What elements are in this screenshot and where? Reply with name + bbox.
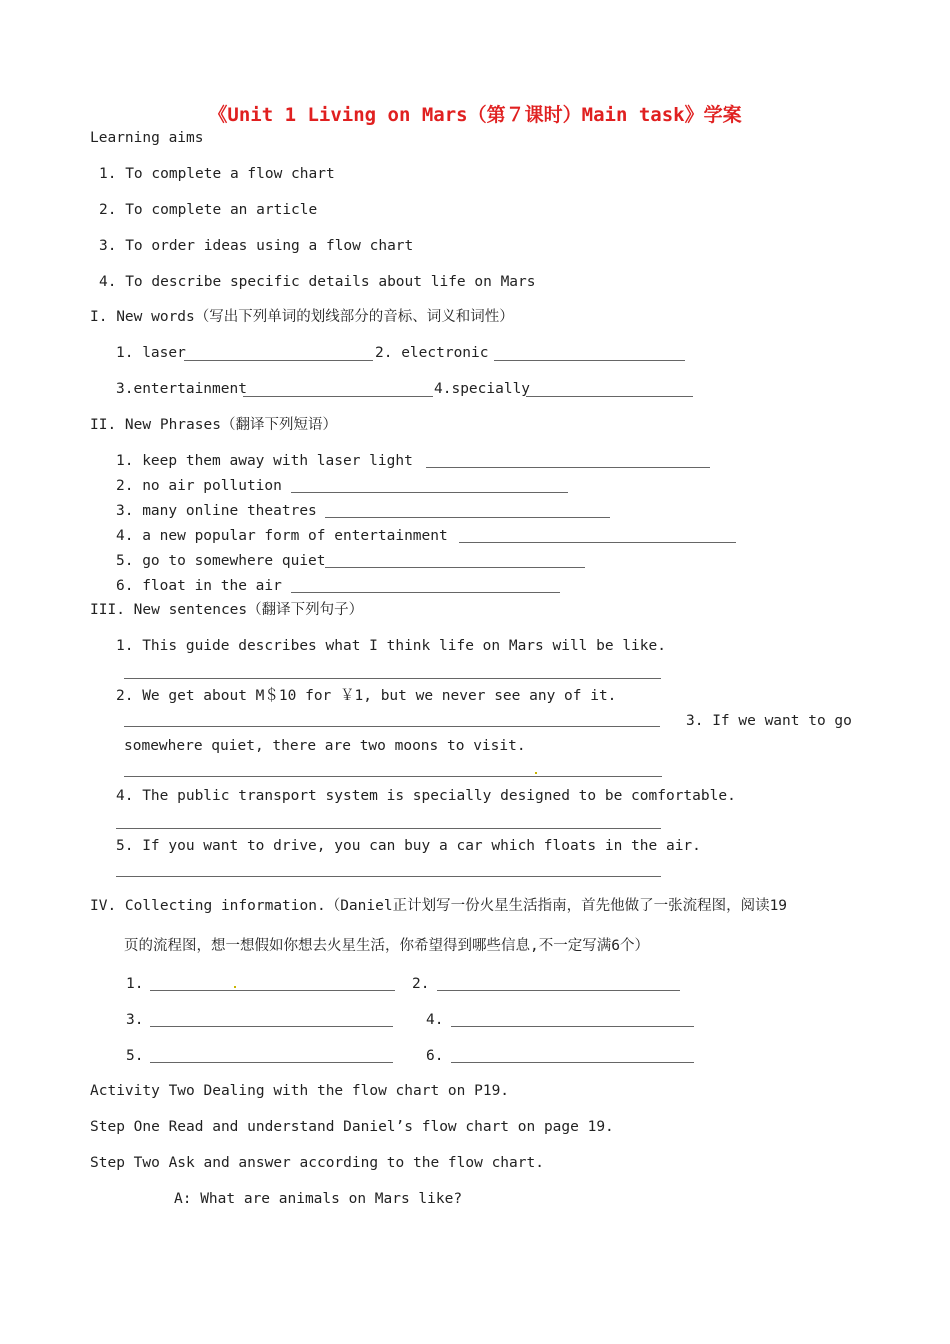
word-laser: 1. laser [116, 345, 186, 361]
sentence-item: 2. We get about M＄10 for ￥1, but we never see any of it. [116, 688, 617, 704]
answer-blank[interactable] [426, 467, 710, 468]
word-electronic: 2. electronic [375, 345, 489, 361]
new-words-heading: I. New words（写出下列单词的划线部分的音标、词义和词性） [90, 309, 514, 325]
new-phrases-heading: II. New Phrases（翻译下列短语） [90, 417, 337, 433]
info-number: 6. [426, 1048, 444, 1064]
answer-blank[interactable] [243, 396, 433, 397]
sentence-item-continued: somewhere quiet, there are two moons to visit. [124, 738, 526, 754]
new-sentences-heading: III. New sentences（翻译下列句子） [90, 602, 364, 618]
answer-blank[interactable] [451, 1026, 694, 1027]
answer-blank[interactable] [451, 1062, 694, 1063]
sentence-item: 1. This guide describes what I think life on Mars will be like. [116, 638, 666, 654]
learning-aims-heading: Learning aims [90, 130, 204, 146]
aim-item: 2. To complete an article [99, 202, 318, 218]
word-entertainment: 3.entertainment [116, 381, 247, 397]
answer-blank[interactable] [325, 567, 585, 568]
answer-blank[interactable] [124, 776, 662, 777]
answer-blank[interactable] [526, 396, 693, 397]
info-number: 1. [126, 976, 144, 992]
collecting-info-heading: IV. Collecting information.（Daniel正计划写一份火星生活指南，首先他做了一张流程图，阅读19 [90, 898, 788, 914]
info-number: 4. [426, 1012, 444, 1028]
answer-blank[interactable] [325, 517, 610, 518]
sentence-item: 3. If we want to go [686, 713, 852, 729]
phrase-item: 5. go to somewhere quiet [116, 553, 326, 569]
stray-dot [234, 986, 236, 988]
answer-blank[interactable] [150, 1026, 393, 1027]
info-number: 3. [126, 1012, 144, 1028]
aim-item: 3. To order ideas using a flow chart [99, 238, 414, 254]
activity-heading: Activity Two Dealing with the flow chart on P19. [90, 1083, 510, 1099]
aim-item: 1. To complete a flow chart [99, 166, 335, 182]
phrase-item: 3. many online theatres [116, 503, 317, 519]
page-title: 《Unit 1 Living on Mars（第７课时）Main task》学案 [208, 104, 742, 126]
answer-blank[interactable] [150, 990, 395, 991]
answer-blank[interactable] [437, 990, 680, 991]
answer-blank[interactable] [494, 360, 685, 361]
collecting-info-heading-continued: 页的流程图，想一想假如你想去火星生活，你希望得到哪些信息,不一定写满6个） [124, 938, 649, 954]
question-a: A: What are animals on Mars like? [174, 1191, 463, 1207]
answer-blank[interactable] [291, 592, 560, 593]
aim-item: 4. To describe specific details about life on Mars [99, 274, 536, 290]
step-two: Step Two Ask and answer according to the flow chart. [90, 1155, 544, 1171]
answer-blank[interactable] [459, 542, 736, 543]
step-one: Step One Read and understand Daniel’s flow chart on page 19. [90, 1119, 614, 1135]
stray-dot [535, 772, 537, 774]
info-number: 2. [412, 976, 430, 992]
info-number: 5. [126, 1048, 144, 1064]
answer-blank[interactable] [184, 360, 373, 361]
answer-blank[interactable] [124, 678, 661, 679]
answer-blank[interactable] [124, 726, 660, 727]
sentence-item: 4. The public transport system is specially designed to be comfortable. [116, 788, 736, 804]
word-specially: 4.specially [434, 381, 531, 397]
phrase-item: 4. a new popular form of entertainment [116, 528, 448, 544]
sentence-item: 5. If you want to drive, you can buy a car which floats in the air. [116, 838, 701, 854]
phrase-item: 2. no air pollution [116, 478, 282, 494]
phrase-item: 1. keep them away with laser light [116, 453, 413, 469]
answer-blank[interactable] [116, 876, 661, 877]
answer-blank[interactable] [291, 492, 568, 493]
phrase-item: 6. float in the air [116, 578, 282, 594]
answer-blank[interactable] [116, 828, 661, 829]
answer-blank[interactable] [150, 1062, 393, 1063]
